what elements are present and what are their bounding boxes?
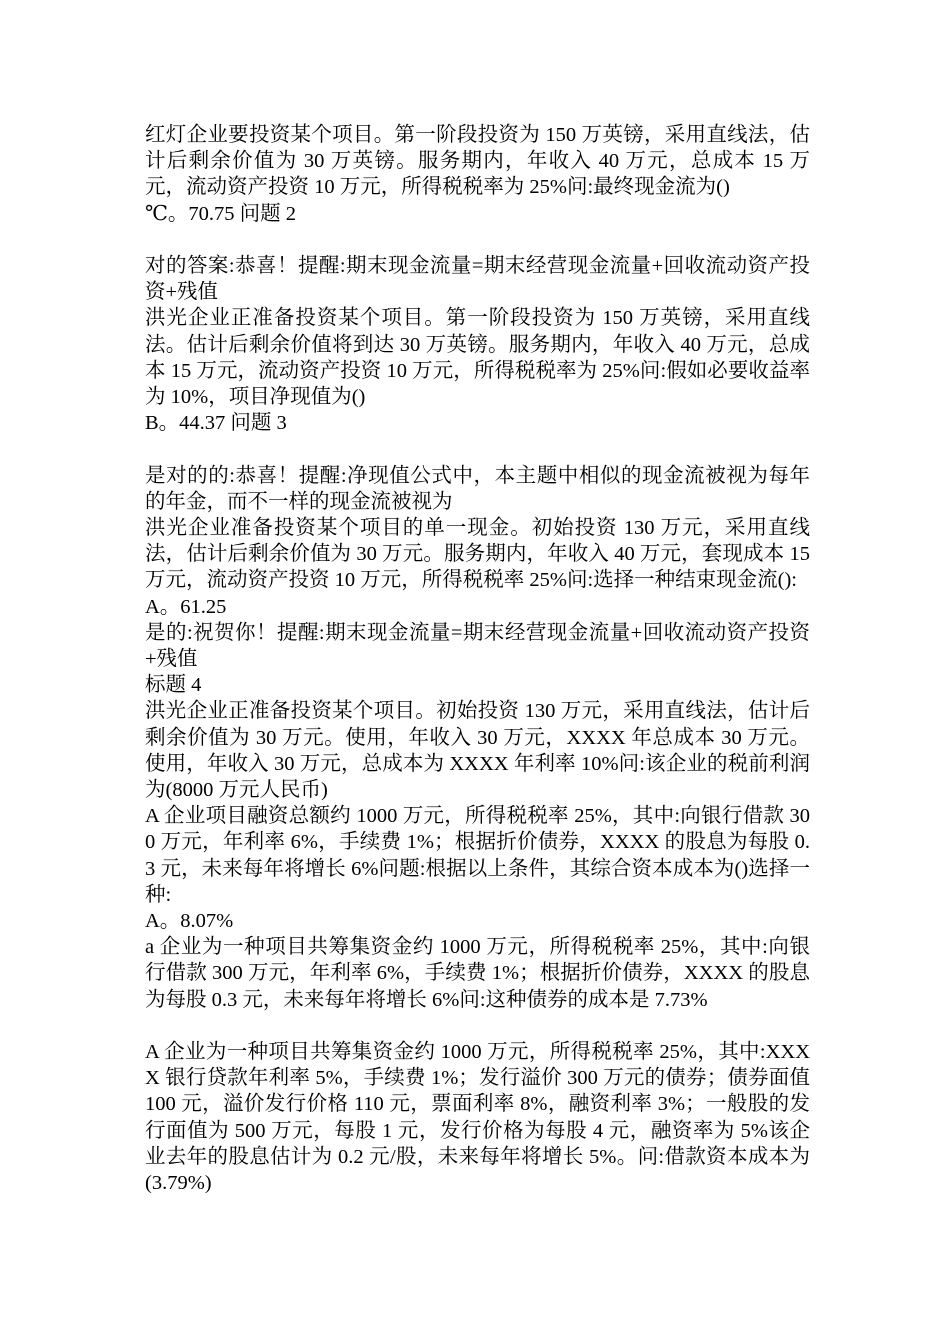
answer-5-text: A。8.07%	[145, 910, 234, 933]
feedback-1-text: 对的答案:恭喜！提醒:期末现金流量=期末经营现金流量+回收流动资产投资+残值	[145, 255, 810, 304]
question-4-heading: 标题 4	[145, 674, 202, 697]
answer-1-text: ℃。70.75 问题 2	[145, 202, 297, 225]
question-3-text: 洪光企业准备投资某个项目的单一现金。初始投资 130 万元，采用直线法，估计后剩余价值为 30 万元。服务期内，年收入 40 万元，套现成本 15 万元，流动资产投资 10 万元，所得税税率 25%问:选择一种结束现金流():	[145, 517, 810, 592]
blank-line	[145, 1013, 810, 1039]
question-6-text: a 企业为一种项目共筹集资金约 1000 万元，所得税税率 25%，其中:向银行借款 300 万元，年利率 6%，手续费 1%；根据折价债券，XXXX 的股息为每股 0.3 元，未来每年将增长 6%问:这种债券的成本是 7.73%	[145, 936, 810, 1011]
answer-2-text: B。44.37 问题 3	[145, 412, 287, 435]
document-page	[145, 122, 810, 1196]
feedback-2-text: 是对的的:恭喜！提醒:净现值公式中，本主题中相似的现金流被视为每年的年金，而不一样的现金流被视为	[145, 464, 810, 513]
question-1-text: 红灯企业要投资某个项目。第一阶段投资为 150 万英镑，采用直线法，估计后剩余价值为 30 万英镑。服务期内，年收入 40 万元，总成本 15 万元，流动资产投资 10 万元，所得税税率为 25%问:最终现金流为()	[145, 124, 810, 199]
blank-line	[145, 227, 810, 253]
question-5-text: A 企业项目融资总额约 1000 万元，所得税税率 25%，其中:向银行借款 300 万元，年利率 6%，手续费 1%；根据折价债券，XXXX 的股息为每股 0.3 元，未来每年将增长 6%问题:根据以上条件，其综合资本成本为()选择一种:	[145, 805, 810, 906]
feedback-3-text: 是的:祝贺你！提醒:期末现金流量=期末经营现金流量+回收流动资产投资+残值	[145, 621, 810, 671]
blank-line	[145, 436, 810, 462]
answer-3-text: A。61.25	[145, 595, 227, 618]
question-7-text: A 企业为一种项目共筹集资金约 1000 万元，所得税税率 25%，其中:XXXX 银行贷款年利率 5%，手续费 1%；发行溢价 300 万元的债券；债券面值 100 元，溢价发行价格 110 元，票面利率 8%，融资利率 3%；一般股的发行面值为 500 万元，每股 1 元，发行价格为每股 4 元，融资率为 5%该企业去年的股息估计为 0.2 元/股，未来每年将增长 5%。问:借款资本成本为(3.79%)	[145, 1041, 810, 1195]
question-2-text: 洪光企业正准备投资某个项目。第一阶段投资为 150 万英镑，采用直线法。估计后剩余价值将到达 30 万英镑。服务期内，年收入 40 万元，总成本 15 万元，流动资产投资 10 万元，所得税税率为 25%问:假如必要收益率为 10%，项目净现值为()	[145, 307, 810, 409]
question-4-text: 洪光企业正准备投资某个项目。初始投资 130 万元，采用直线法，估计后剩余价值为 30 万元。使用，年收入 30 万元，XXXX 年总成本 30 万元。使用，年收入 30 万元，总成本为 XXXX 年利率 10%问:该企业的税前利润为(8000 万元人民币)	[145, 700, 810, 802]
